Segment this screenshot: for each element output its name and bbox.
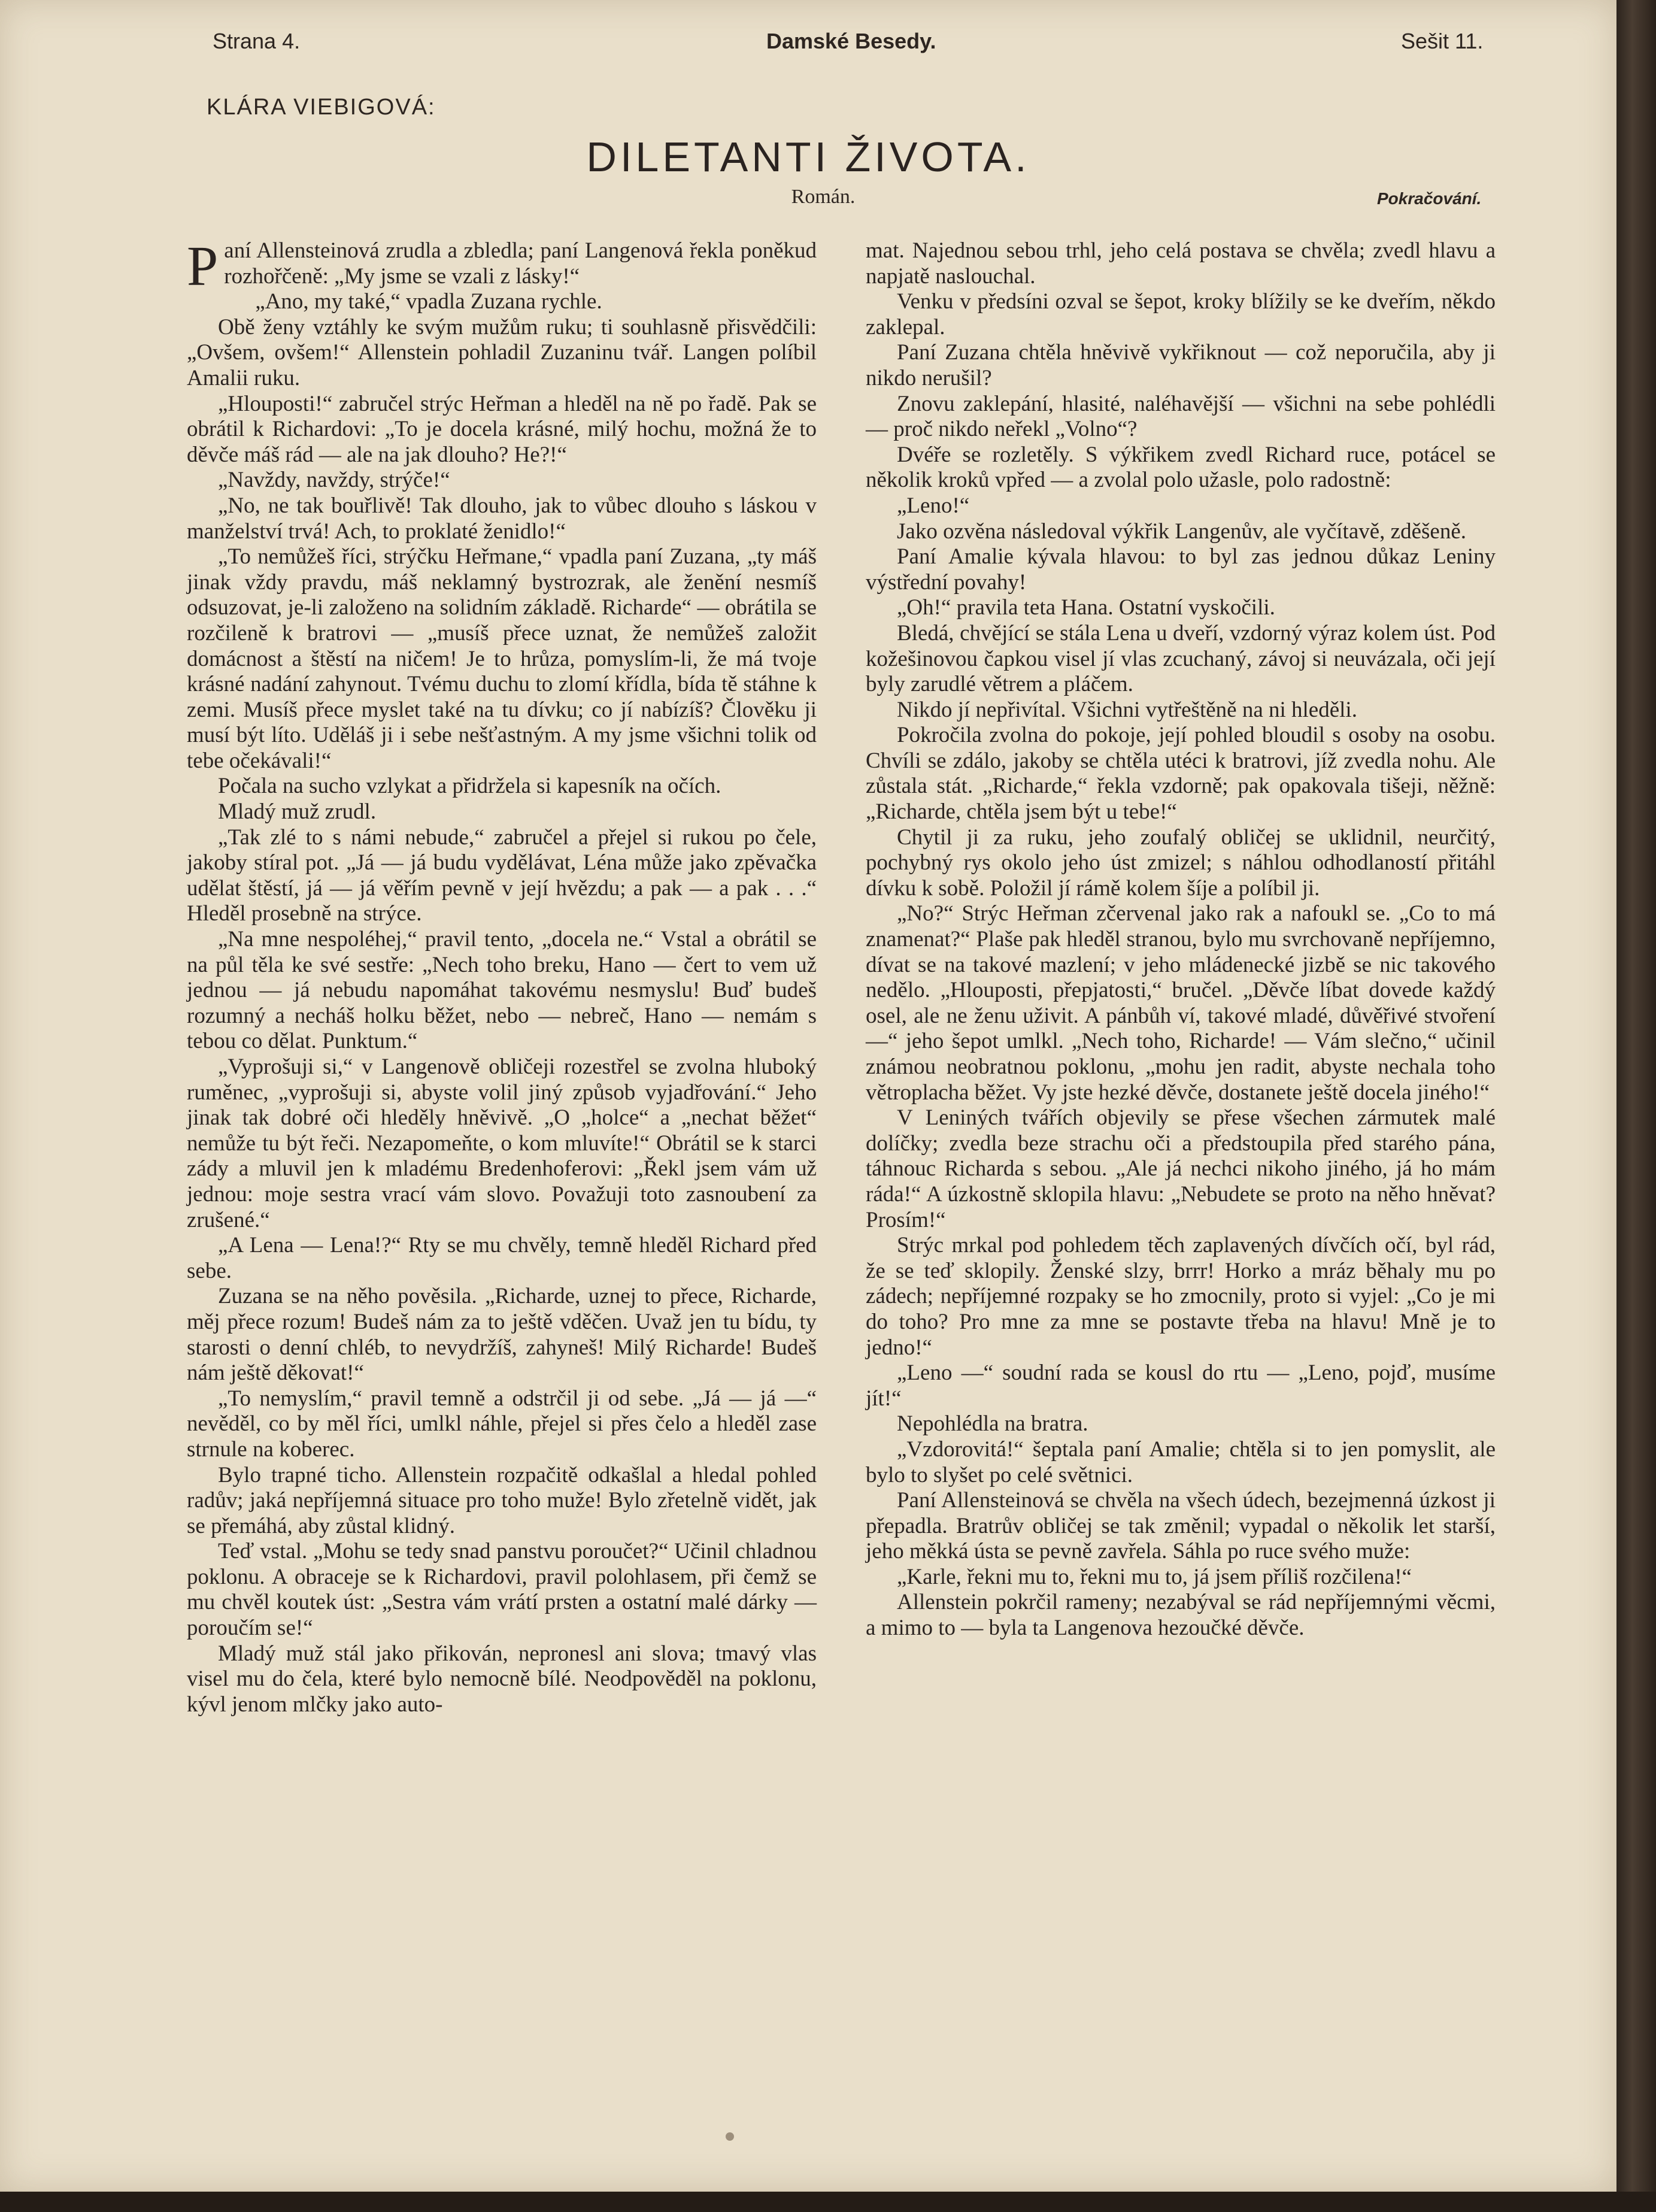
right-column: [866, 238, 1496, 1641]
paragraph: „No, ne tak bouřlivě! Tak dlouho, jak to vůbec dlouho s láskou v manželství trvá! Ach, to proklaté ženidlo!“: [187, 493, 817, 544]
paragraph: Paní Allensteinová se chvěla na všech údech, bezejmenná úzkost ji přepadla. Bratrův obličej se tak změnil; vypadal o několik let starší, jeho měkká ústa se pevně zavřela. Sáhla po ruce svého muže:: [866, 1488, 1496, 1564]
article-title: DILETANTI ŽIVOTA.: [586, 134, 1030, 180]
page-number: Strana 4.: [213, 29, 301, 53]
author-byline: KLÁRA VIEBIGOVÁ:: [207, 95, 436, 120]
print-mark: [726, 2132, 734, 2141]
paragraph: [187, 235, 817, 298]
continued-label: Pokračování.: [1377, 189, 1482, 208]
paragraph: „Oh!“ pravila teta Hana. Ostatní vyskočili.: [897, 595, 1275, 620]
paragraph: V Leniných tvářích objevily se přese všechen zármutek malé dolíčky; zvedla beze strachu oči a předstoupila před starého pána, táhnouc Richarda s sebou. „Ale já nechci nikoho jiného, já ho mám ráda!“ A úzkostně sklopila hlavu: „Nebudete se proto na něho hněvat? Prosím!“: [866, 1105, 1496, 1232]
paragraph: „Tak zlé to s námi nebude,“ zabručel a přejel si rukou po čele, jakoby stíral pot. „Já — já budu vydělávat, Léna může jako zpěvačka udělat štěstí, já — já věřím pevně v její hvězdu; a pak — a pak . . .“ Hleděl prosebně na strýce.: [187, 825, 817, 926]
paragraph: Znovu zaklepání, hlasité, naléhavější — všichni na sebe pohlédli — proč nikdo neřekl „Volno“?: [866, 391, 1496, 442]
paragraph: Mladý muž stál jako přikován, nepronesl ani slova; tmavý vlas visel mu do čela, které bylo nemocně bílé. Neodpověděl na poklonu, kývl jenom mlčky jako auto-: [187, 1641, 817, 1717]
paragraph: Nikdo jí nepřivítal. Všichni vytřeštěně na ni hleděli.: [897, 697, 1357, 722]
paragraph: Venku v předsíni ozval se šepot, kroky blížily se ke dveřím, někdo zaklepal.: [866, 289, 1496, 340]
paragraph: Bledá, chvějící se stála Lena u dveří, vzdorný výraz kolem úst. Pod kožešinovou čapkou visel jí vlas zcuchaný, závoj si neuvázala, oči její byly zarudlé větrem a pláčem.: [866, 620, 1496, 697]
paragraph: Mladý muž zrudl.: [218, 799, 377, 825]
paragraph: Zuzana se na něho pověsila. „Richarde, uznej to přece, Richarde, měj přece rozum! Budeš nám za to ještě vděčen. Uvaž jen tu bídu, ty starosti o denní chléb, to nevydržíš, zahyneš! Milý Richarde! Budeš nám ještě děkovat!“: [187, 1284, 817, 1386]
running-head: [0, 29, 1616, 65]
paragraph: Paní Amalie kývala hlavou: to byl zas jednou důkaz Leniny výstřední povahy!: [866, 544, 1496, 595]
paragraph: Strýc mrkal pod pohledem těch zaplavených dívčích očí, byl rád, že se teď sklopily. Ženské slzy, brrr! Horko a mráz běhaly mu po zádech; nepříjemné rozpaky se ho zmocnily, proto si vyjel: „Co je mi do toho? Pro mne za mne se postavte třeba na hlavu! Mně je to jedno!“: [866, 1233, 1496, 1360]
paragraph: „Hlouposti!“ zabručel strýc Heřman a hleděl na ně po řadě. Pak se obrátil k Richardovi: „To je docela krásné, milý hochu, možná že to děvče máš rád — ale na jak dlouho? He?!“: [187, 391, 817, 467]
paragraph: „Ano, my také,“ vpadla Zuzana rychle.: [255, 289, 602, 314]
paragraph: Bylo trapné ticho. Allenstein rozpačitě odkašlal a hledal pohled radův; jaká nepříjemná situace pro toho muže! Bylo zřetelně vidět, jak se přemáhá, aby zůstal klidný.: [187, 1462, 817, 1538]
paragraph: Obě ženy vztáhly ke svým mužům ruku; ti souhlasně přisvědčili: „Ovšem, ovšem!“ Allenstein pohladil Zuzaninu tvář. Langen políbil Amalii ruku.: [187, 314, 817, 390]
paragraph: Jako ozvěna následoval výkřik Langenův, ale vyčítavě, zděšeně.: [897, 519, 1466, 544]
paragraph: „Karle, řekni mu to, řekni mu to, já jsem příliš rozčilena!“: [897, 1564, 1412, 1589]
bottom-edge: [0, 2192, 1656, 2212]
paragraph: Paní Zuzana chtěla hněvivě vykřiknout — což neporučila, aby ji nikdo nerušil?: [866, 340, 1496, 390]
paragraph: „Vyprošuji si,“ v Langenově obličeji rozestřel se zvolna hluboký ruměnec, „vyprošuji si, abyste volil jiný způsob vyjadřování.“ Jeho jinak tak dobré oči hleděly hněvivě. „O „holce“ a „nechat běžet“ nemůže tu být řeči. Nezapomeňte, o kom mluvíte!“ Obrátil se k starci zády a mluvil jen k mladému Bredenhoferovi: „Řekl jsem vám už jednou: moje sestra vrací vám slovo. Považuji toto zasnoubení za zrušené.“: [187, 1055, 817, 1232]
paragraph: „To nemůžeš říci, strýčku Heřmane,“ vpadla paní Zuzana, „ty máš jinak vždy pravdu, máš neklamný bystrozrak, ale ženění nesmíš odsuzovat, je-li založeno na solidním základě. Richarde“ — obrátila se rozčileně k bratrovi — „musíš přece uznat, že nemůžeš založit domácnost a štěstí na ničem! Je to hrůza, pomyslím-li, že má tvoje krásné nadání zahynout. Tvému duchu to zlomí křídla, bída tě stáhne k zemi. Musíš přece myslet také na tu dívku; co jí nabízíš? Člověku ji musí být líto. Uděláš ji i sebe nešťastným. A my jsme všichni tolik od tebe očekávali!“: [187, 544, 817, 773]
paragraph: „Vzdorovitá!“ šeptala paní Amalie; chtěla si to jen pomyslit, ale bylo to slyšet po celé světnici.: [866, 1437, 1496, 1487]
paragraph: Teď vstal. „Mohu se tedy snad panstvu poroučet?“ Učinil chladnou poklonu. A obraceje se k Richardovi, pravil polohlasem, při čemž se mu chvěl koutek úst: „Sestra vám vrátí prsten a ostatní malé dárky — poroučím se!“: [187, 1539, 817, 1641]
paragraph: „Leno —“ soudní rada se kousl do rtu — „Leno, pojď, musíme jít!“: [866, 1360, 1496, 1411]
paragraph: Nepohlédla na bratra.: [897, 1411, 1088, 1437]
paragraph: „Na mne nespoléhej,“ pravil tento, „docela ne.“ Vstal a obrátil se na půl těla ke své sestře: „Nech toho breku, Hano — čert to vem už jednou — já nebudu napomáhat takovému nesmyslu! Buď budeš rozumný a necháš holku běžet, nebo — nebreč, Hano — nemám s tebou co dělat. Punktum.“: [187, 927, 817, 1054]
binding-edge: [1616, 0, 1656, 2212]
paragraph: „No?“ Strýc Heřman zčervenal jako rak a nafoukl se. „Co to má znamenat?“ Plaše pak hleděl stranou, bylo mu svrchovaně nepříjemno, dívat se na takové mazlení; v jeho mládenecké jizbě se nic takového nedělo. „Hlouposti, přepjatosti,“ bručel. „Děvče líbat dovede každý osel, ale ne ženu uživit. A pánbůh ví, takové mladé, důvěřivé stvoření —“ jeho šepot umlkl. „Nech toho, Richarde! — Vám slečno,“ učinil známou neobratnou poklonu, „mohu jen radit, abyste nechala toho větroplacha běžet. Vy jste hezké děvče, dostanete ještě docela jiného!“: [866, 901, 1496, 1105]
left-column: [187, 235, 817, 1717]
paragraph: „Navždy, navždy, strýče!“: [218, 468, 450, 493]
paragraph: „Leno!“: [897, 493, 970, 518]
paragraph: Počala na sucho vzlykat a přidržela si kapesník na očích.: [218, 774, 721, 799]
magazine-title: Damské Besedy.: [766, 29, 936, 53]
drop-cap: P: [187, 235, 219, 298]
paragraph: Chytil ji za ruku, jeho zoufalý obličej se uklidnil, neurčitý, pochybný rys okolo jeho úst zmizel; s náhlou odhodlaností přitáhl dívku k sobě. Položil jí rámě kolem šíje a políbil ji.: [866, 825, 1496, 901]
paragraph: Pokročila zvolna do pokoje, její pohled bloudil s osoby na osobu. Chvíli se zdálo, jakoby se chtěla utéci k bratrovi, jíž zvedla nohu. Ale zůstala stát. „Richarde,“ řekla vzdorně; pak opakovala tišeji, něžně: „Richarde, chtěla jsem být u tebe!“: [866, 723, 1496, 825]
genre-label: Román.: [791, 186, 856, 208]
paragraph: mat. Najednou sebou trhl, jeho celá postava se chvěla; zvedl hlavu a napjatě naslouchal.: [866, 238, 1496, 289]
paragraph: „To nemyslím,“ pravil temně a odstrčil ji od sebe. „Já — já —“ nevěděl, co by měl říci, umlkl náhle, přejel si přes čelo a hleděl zase strnule na koberec.: [187, 1386, 817, 1462]
paragraph: Allenstein pokrčil rameny; nezabýval se rád nepříjemnými věcmi, a mimo to — byla ta Langenova hezoučké děvče.: [866, 1590, 1496, 1641]
paragraph-text: aní Allensteinová zrudla a zbledla; paní Langenová řekla poněkud rozhořčeně: „My jsme se vzali z lásky!“: [224, 238, 817, 289]
paragraph: „A Lena — Lena!?“ Rty se mu chvěly, temně hleděl Richard před sebe.: [187, 1233, 817, 1283]
paragraph: Dvéře se rozletěly. S výkřikem zvedl Richard ruce, potácel se několik kroků vpřed — a zvolal polo užasle, polo radostně:: [866, 442, 1496, 493]
issue-number: Sešit 11.: [1401, 29, 1484, 53]
